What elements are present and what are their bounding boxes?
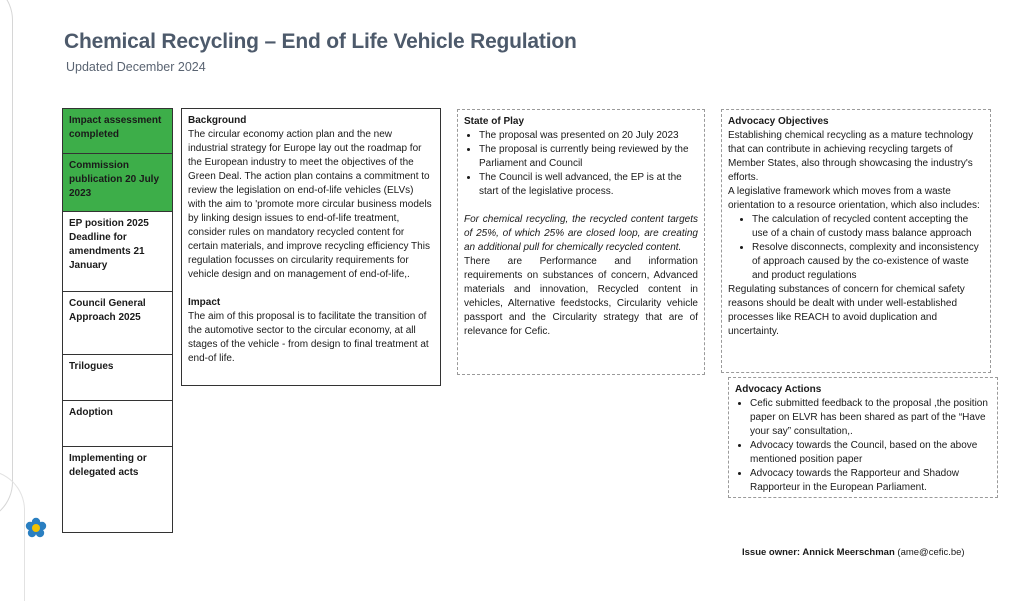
objectives-list bbox=[728, 213, 984, 283]
stage-adoption: Adoption bbox=[63, 401, 172, 447]
state-of-play-box bbox=[457, 109, 705, 375]
stage-commission-publication: Commission publication 20 July 2023 bbox=[63, 154, 172, 212]
stage-impact-assessment: Impact assessment completed bbox=[63, 109, 172, 154]
process-stages bbox=[62, 108, 173, 533]
objectives-intro: Establishing chemical recycling as a mature technology that can contribute in achieving recycling targets of Member States, also through showcasing the industry's efforts. bbox=[728, 130, 974, 183]
advocacy-objectives-heading: Advocacy Objectives bbox=[728, 116, 829, 127]
background-text: The circular economy action plan and the new industrial strategy for Europe lay out the roadmap for the European industry to meet the objectives of the Green Deal. The action plan contains a commitment to review the legislation on end-of-life vehicles (ELVs) with the aim to 'promote more circular business models by linking design issues to end-of-life treatment, consider rules on mandatory recycled content for certain materials, and improve recycling efficiency This regulation focusses on circularity requirements for vehicle design and on management of end-of-life,. bbox=[188, 129, 432, 280]
list-item: • The Council is well advanced, the EP is at the start of the legislative process. bbox=[479, 171, 698, 199]
stage-ep-position: EP position 2025 Deadline for amendments 21 January bbox=[63, 212, 172, 292]
decorative-curve bbox=[0, 0, 13, 522]
actions-list bbox=[735, 397, 991, 495]
decorative-curve-lower bbox=[0, 470, 25, 601]
state-of-play-list bbox=[464, 129, 698, 199]
issue-owner-email[interactable]: (ame@cefic.be) bbox=[897, 547, 965, 558]
page-title: Chemical Recycling – End of Life Vehicle Regulation bbox=[64, 30, 577, 53]
list-item: • Cefic submitted feedback to the proposal ,the position paper on ELVR has been shared as part of the “Have your say” consultation,. bbox=[750, 397, 991, 439]
list-item: • The proposal was presented on 20 July 2023 bbox=[479, 129, 698, 143]
list-item: • Advocacy towards the Rapporteur and Shadow Rapporteur in the European Parliament. bbox=[750, 467, 991, 495]
cefic-logo-icon bbox=[25, 517, 47, 539]
objectives-outro: Regulating substances of concern for chemical safety reasons should be dealt with under well-established processes like REACH to avoid duplication and uncertainty. bbox=[728, 284, 965, 337]
background-box bbox=[181, 108, 441, 386]
advocacy-objectives-box bbox=[721, 109, 991, 373]
impact-heading: Impact bbox=[188, 297, 221, 308]
issue-owner bbox=[742, 547, 965, 558]
impact-text: The aim of this proposal is to facilitate the transition of the automotive sector to the circular economy, at all stages of the vehicle - from design to final treatment at end-of life. bbox=[188, 311, 429, 364]
list-item: • Advocacy towards the Council, based on the above mentioned position paper bbox=[750, 439, 991, 467]
list-item: • Resolve disconnects, complexity and inconsistency of approach caused by the co-existence of waste and product regulations bbox=[752, 241, 984, 283]
page-subtitle: Updated December 2024 bbox=[66, 60, 206, 74]
list-item: • The calculation of recycled content accepting the use of a chain of custody mass balance approach bbox=[752, 213, 984, 241]
issue-owner-label: Issue owner: Annick Meerschman bbox=[742, 547, 895, 558]
objectives-intro-2: A legislative framework which moves from a waste orientation to a resource orientation, which also includes: bbox=[728, 186, 980, 211]
relevance-text: There are Performance and information requirements on substances of concern, Advanced materials and innovation, Recycled content in vehicles, Alternative feedstocks, Circularity vehicle passport and the Circularity strategy that are of relevance for Cefic. bbox=[464, 256, 698, 337]
advocacy-actions-box bbox=[728, 377, 998, 498]
stage-implementing-acts: Implementing or delegated acts bbox=[69, 453, 147, 478]
stage-trilogues: Trilogues bbox=[63, 355, 172, 401]
list-item: • The proposal is currently being reviewed by the Parliament and Council bbox=[479, 143, 698, 171]
recycling-targets-text: For chemical recycling, the recycled content targets of 25%, of which 25% are closed loop, are creating an additional pull for chemically recycled content. bbox=[464, 214, 698, 253]
background-heading: Background bbox=[188, 115, 247, 126]
stage-council-general-approach: Council General Approach 2025 bbox=[63, 292, 172, 355]
advocacy-actions-heading: Advocacy Actions bbox=[735, 384, 822, 395]
state-of-play-heading: State of Play bbox=[464, 116, 525, 127]
